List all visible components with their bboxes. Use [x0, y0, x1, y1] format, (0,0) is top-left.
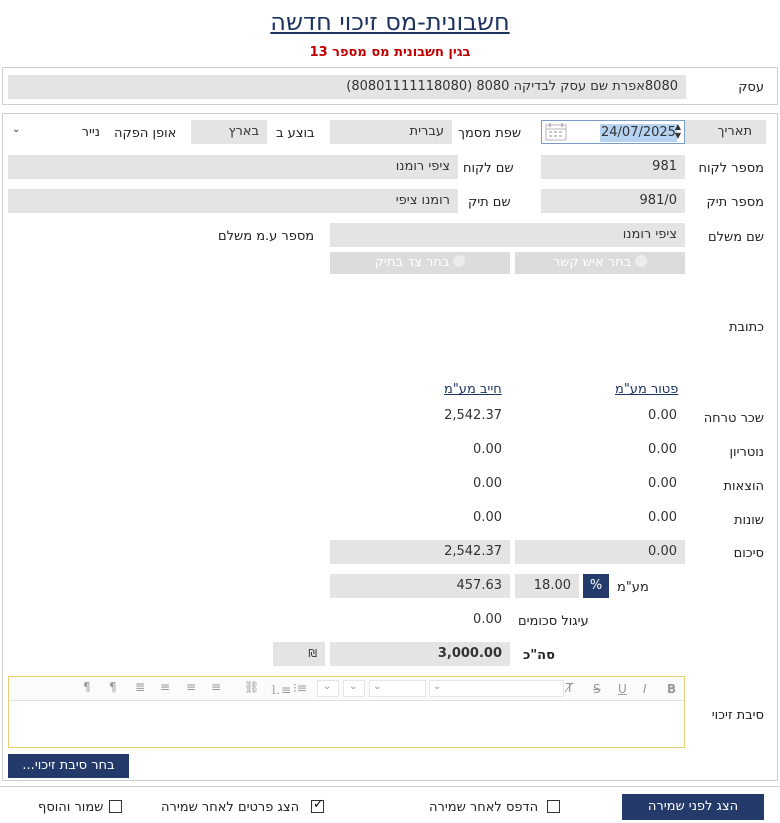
reason-label: סיבת זיכוי [711, 708, 764, 723]
font-size-select[interactable] [369, 680, 426, 697]
bullet-list-icon[interactable]: ⁝≡ [293, 681, 307, 695]
amount-liable-input[interactable]: 0.00 [330, 438, 510, 462]
customer-no-label: מספר לקוח [698, 161, 764, 176]
vat-rate-field: 18.00 [515, 574, 579, 598]
calendar-icon[interactable] [545, 123, 567, 141]
vat-amount-field: 457.63 [330, 574, 510, 598]
issue-method-value: נייר [81, 125, 100, 140]
customer-no-field: 981 [541, 155, 685, 179]
sum-exempt-field: 0.00 [515, 540, 685, 564]
amount-row-label: סיכום [733, 546, 764, 561]
doc-lang-label: שפת מסמך [458, 126, 522, 141]
issue-method-select[interactable] [8, 120, 106, 144]
amount-row-label: הוצאות [723, 479, 764, 494]
file-name-field: רומנו ציפי [8, 189, 458, 213]
amount-liable-input[interactable]: 0.00 [330, 472, 510, 496]
chevron-down-icon: ⌄ [323, 681, 332, 692]
editor-toolbar [9, 677, 684, 701]
payer-vat-input[interactable] [8, 223, 152, 247]
choose-contact-button[interactable] [515, 252, 685, 274]
numbered-list-icon[interactable]: ⒈≡ [269, 683, 292, 697]
show-details-after-save-label: הצג פרטים לאחר שמירה [161, 800, 300, 815]
customer-name-label: שם לקוח [463, 161, 514, 176]
currency-field: ₪ [273, 642, 325, 666]
text-color-select[interactable] [343, 680, 365, 697]
align-right-icon[interactable]: ≡ [211, 680, 222, 694]
rounding-label: עיגול סכומים [518, 614, 589, 629]
save-and-add-label: שמור והוסף [38, 800, 104, 815]
vat-percent-button[interactable]: % [583, 574, 609, 598]
choose-reason-button[interactable]: בחר סיבת זיכוי... [8, 754, 129, 778]
choose-contact-label: בחר איש קשר [552, 255, 632, 270]
date-label-box [684, 120, 766, 144]
amount-exempt-input[interactable]: 0.00 [515, 472, 685, 496]
payer-name-field: ציפי רומנו [330, 223, 685, 247]
customer-name-field: ציפי רומנו [8, 155, 458, 179]
page-subtitle: בגין חשבונית מס מספר 13 [309, 45, 471, 60]
date-spinner-icon[interactable]: ▲ ▼ [674, 122, 681, 140]
address-label: כתובת [728, 320, 764, 335]
chevron-down-icon: ⌄ [373, 681, 382, 692]
file-no-field: 981/0 [541, 189, 685, 213]
amount-exempt-input[interactable]: 0.00 [515, 506, 685, 530]
business-label: עסק [738, 80, 764, 95]
vat-label: מע"מ [617, 580, 649, 595]
clear-format-icon[interactable]: T̸ [566, 681, 574, 695]
align-center-icon[interactable]: ≡ [186, 680, 197, 694]
file-no-label: מספר תיק [706, 195, 764, 210]
amount-row-label: נוטריון [729, 445, 764, 460]
print-after-save-checkbox[interactable] [547, 800, 560, 813]
payer-name-label: שם משלם [707, 230, 764, 245]
amount-liable-input[interactable]: 2,542.37 [330, 404, 510, 428]
exempt-header: פטור מע"מ [615, 382, 679, 397]
checkmark-icon: ✓ [313, 797, 324, 812]
chevron-down-icon: ⌄ [12, 124, 21, 135]
performed-in-field: בארץ [191, 120, 267, 144]
amount-exempt-input[interactable]: 0.00 [515, 404, 685, 428]
date-label: תאריך [717, 124, 752, 139]
amount-row-label: שונות [733, 513, 764, 528]
liable-header: חייב מע"מ [444, 382, 502, 397]
ltr-icon[interactable]: ¶ [83, 680, 91, 694]
amount-row-label: שכר טרחה [703, 411, 764, 426]
sum-liable-field: 2,542.37 [330, 540, 510, 564]
print-after-save-label: הדפס לאחר שמירה [429, 800, 539, 815]
chevron-down-icon: ⌄ [433, 681, 442, 692]
business-field: 8080אפרת שם עסק לבדיקה 8080 (80801111118080) [8, 75, 686, 99]
align-left-icon[interactable]: ≡ [160, 680, 171, 694]
address-textarea[interactable] [330, 279, 685, 371]
total-field: 3,000.00 [330, 642, 510, 666]
choose-file-side-label: בחר צד בתיק [374, 255, 450, 270]
total-label: סה"כ [523, 648, 555, 663]
payer-vat-label: מספר ע.מ משלם [218, 229, 315, 244]
show-before-save-button[interactable]: הצג לפני שמירה [622, 794, 764, 820]
link-icon[interactable]: ⛓ [244, 680, 260, 694]
help-icon [453, 255, 465, 267]
chevron-down-icon: ⌄ [349, 681, 358, 692]
amount-exempt-input[interactable]: 0.00 [515, 438, 685, 462]
italic-icon[interactable]: I [643, 682, 647, 696]
save-and-add-checkbox[interactable] [109, 800, 122, 813]
doc-lang-field: עברית [330, 120, 452, 144]
underline-icon[interactable]: U [618, 682, 627, 696]
bg-color-select[interactable] [317, 680, 339, 697]
footer-divider [0, 786, 780, 787]
font-family-select[interactable] [429, 680, 564, 697]
file-name-label: שם תיק [468, 195, 511, 210]
amount-liable-input[interactable]: 0.00 [330, 506, 510, 530]
strikethrough-icon[interactable]: S [593, 682, 601, 696]
issue-method-label: אופן הפקה [114, 126, 177, 141]
reason-editor-body[interactable] [9, 702, 684, 747]
date-input[interactable] [541, 120, 685, 144]
date-value: 24/07/2025 [601, 125, 676, 140]
performed-in-label: בוצע ב [276, 126, 315, 141]
help-icon [635, 255, 647, 267]
bold-icon[interactable]: B [667, 682, 677, 696]
rounding-input[interactable]: 0.00 [330, 608, 510, 632]
choose-file-side-button[interactable] [330, 252, 510, 274]
show-details-after-save-checkbox[interactable] [311, 797, 324, 813]
page-title: חשבונית-מס זיכוי חדשה [270, 8, 510, 36]
align-justify-icon[interactable]: ≣ [135, 680, 146, 694]
rtl-icon[interactable]: ¶ [109, 680, 117, 694]
reason-editor[interactable] [8, 676, 685, 748]
